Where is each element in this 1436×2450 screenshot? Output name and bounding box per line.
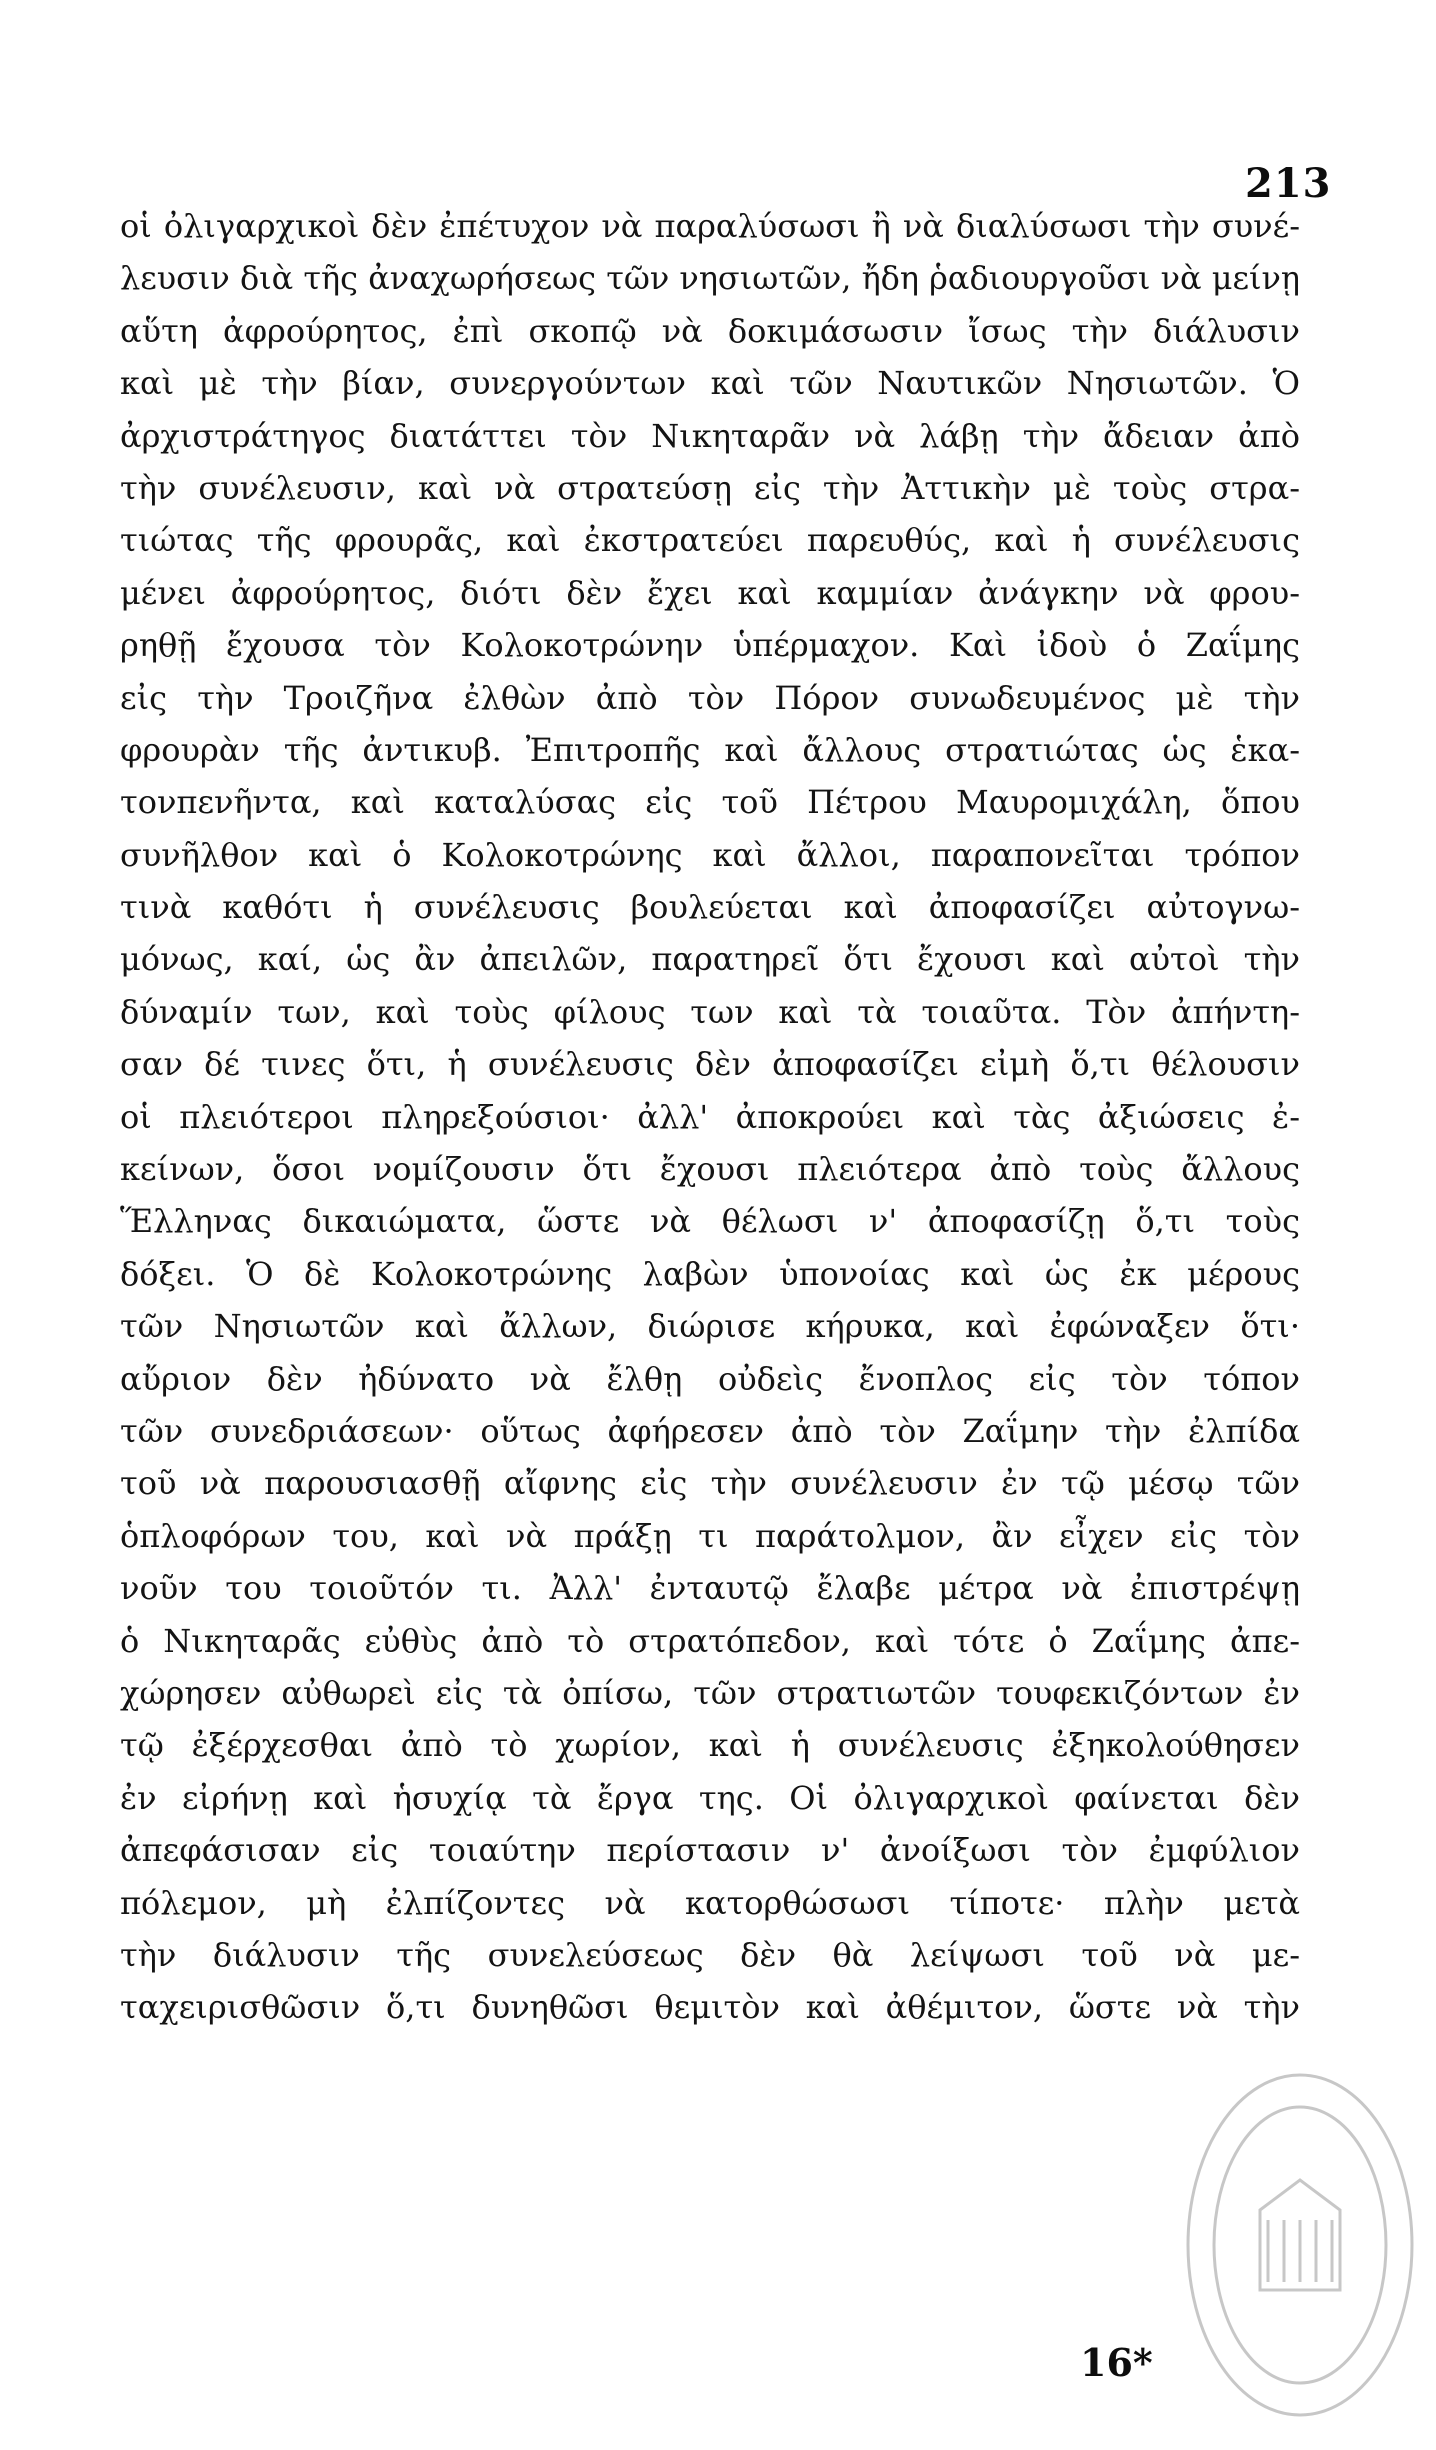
text-line: τονπενῆντα, καὶ καταλύσας εἰς τοῦ Πέτρου Μαυρομιχάλη, ὅπου: [120, 783, 1300, 822]
text-line: πόλεμον, μὴ ἐλπίζοντες νὰ κατορθώσωσι τίποτε· πλὴν μετὰ: [120, 1883, 1300, 1922]
text-line: τῶν Νησιωτῶν καὶ ἄλλων, διώρισε κήρυκα, καὶ ἐφώναξεν ὅτι·: [120, 1307, 1300, 1346]
text-line: χώρησεν αὐθωρεὶ εἰς τὰ ὀπίσω, τῶν στρατιωτῶν τουφεκιζόντων ἐν: [120, 1673, 1300, 1712]
text-line: τῷ ἐξέρχεσθαι ἀπὸ τὸ χωρίον, καὶ ἡ συνέλευσις ἐξηκολούθησεν: [120, 1726, 1300, 1765]
text-line: οἱ ὀλιγαρχικοὶ δὲν ἐπέτυχον νὰ παραλύσωσι ἢ νὰ διαλύσωσι τὴν συνέ-: [120, 207, 1300, 245]
text-line: ἐν εἰρήνῃ καὶ ἡσυχίᾳ τὰ ἔργα της. Οἱ ὀλιγαρχικοὶ φαίνεται δὲν: [120, 1778, 1300, 1817]
text-line: ταχειρισθῶσιν ὅ,τι δυνηθῶσι θεμιτὸν καὶ ἀθέμιτον, ὥστε νὰ τὴν: [120, 1988, 1300, 2027]
text-line: τὴν συνέλευσιν, καὶ νὰ στρατεύσῃ εἰς τὴν Ἀττικὴν μὲ τοὺς στρα-: [120, 468, 1300, 507]
text-line: νοῦν του τοιοῦτόν τι. Ἀλλ' ἐνταυτῷ ἔλαβε μέτρα νὰ ἐπιστρέψῃ: [120, 1569, 1300, 1608]
text-line: ἀρχιστράτηγος διατάττει τὸν Νικηταρᾶν νὰ λάβῃ τὴν ἄδειαν ἀπὸ: [120, 416, 1300, 455]
signature-mark: 16*: [1080, 2340, 1153, 2385]
text-line: εἰς τὴν Τροιζῆνα ἐλθὼν ἀπὸ τὸν Πόρον συνωδευμένος μὲ τὴν: [120, 678, 1300, 717]
text-line: κείνων, ὅσοι νομίζουσιν ὅτι ἔχουσι πλειότερα ἀπὸ τοὺς ἄλλους: [120, 1150, 1300, 1189]
text-line: τινὰ καθότι ἡ συνέλευσις βουλεύεται καὶ ἀποφασίζει αὐτογνω-: [120, 888, 1300, 927]
text-line: λευσιν διὰ τῆς ἀναχωρήσεως τῶν νησιωτῶν, ἤδη ῥαδιουργοῦσι νὰ μείνῃ: [120, 259, 1300, 298]
text-line: Ἕλληνας δικαιώματα, ὥστε νὰ θέλωσι ν' ἀποφασίζῃ ὅ,τι τοὺς: [120, 1202, 1300, 1241]
text-line: μόνως, καί, ὡς ἂν ἀπειλῶν, παρατηρεῖ ὅτι ἔχουσι καὶ αὐτοὶ τὴν: [120, 940, 1300, 979]
text-line: ὁ Νικηταρᾶς εὐθὺς ἀπὸ τὸ στρατόπεδον, καὶ τότε ὁ Ζαΐμης ἀπε-: [120, 1621, 1300, 1660]
text-line: συνῆλθον καὶ ὁ Κολοκοτρώνης καὶ ἄλλοι, παραπονεῖται τρόπον: [120, 835, 1300, 874]
text-line: ρηθῇ ἔχουσα τὸν Κολοκοτρώνην ὑπέρμαχον. Καὶ ἰδοὺ ὁ Ζαΐμης: [120, 626, 1300, 665]
text-line: δόξει. Ὁ δὲ Κολοκοτρώνης λαβὼν ὑπονοίας καὶ ὡς ἐκ μέρους: [120, 1254, 1300, 1293]
text-line: τοῦ νὰ παρουσιασθῇ αἴφνης εἰς τὴν συνέλευσιν ἐν τῷ μέσῳ τῶν: [120, 1464, 1300, 1503]
text-line: οἱ πλειότεροι πληρεξούσιοι· ἀλλ' ἀποκρούει καὶ τὰς ἀξιώσεις ἐ-: [120, 1097, 1300, 1136]
text-line: ἀπεφάσισαν εἰς τοιαύτην περίστασιν ν' ἀνοίξωσι τὸν ἐμφύλιον: [120, 1831, 1300, 1870]
text-line: τιώτας τῆς φρουρᾶς, καὶ ἐκστρατεύει παρευθύς, καὶ ἡ συνέλευσις: [120, 521, 1300, 560]
text-line: σαν δέ τινες ὅτι, ἡ συνέλευσις δὲν ἀποφασίζει εἰμὴ ὅ,τι θέλουσιν: [120, 1045, 1300, 1084]
text-line: αὕτη ἀφρούρητος, ἐπὶ σκοπῷ νὰ δοκιμάσωσιν ἴσως τὴν διάλυσιν: [120, 311, 1300, 350]
page-number: 213: [1245, 160, 1332, 207]
text-line: δύναμίν των, καὶ τοὺς φίλους των καὶ τὰ τοιαῦτα. Τὸν ἀπήντη-: [120, 992, 1300, 1031]
text-line: φρουρὰν τῆς ἀντικυβ. Ἐπιτροπῆς καὶ ἄλλους στρατιώτας ὡς ἑκα-: [120, 730, 1300, 769]
body-text: [120, 200, 1300, 2034]
text-line: αὔριον δὲν ἠδύνατο νὰ ἔλθῃ οὐδεὶς ἔνοπλος εἰς τὸν τόπον: [120, 1359, 1300, 1398]
text-line: μένει ἀφρούρητος, διότι δὲν ἔχει καὶ καμμίαν ἀνάγκην νὰ φρου-: [120, 573, 1300, 612]
library-stamp-icon: [1150, 2050, 1420, 2440]
text-line: ὁπλοφόρων του, καὶ νὰ πράξῃ τι παράτολμον, ἂν εἶχεν εἰς τὸν: [120, 1516, 1300, 1555]
text-line: τὴν διάλυσιν τῆς συνελεύσεως δὲν θὰ λείψωσι τοῦ νὰ με-: [120, 1935, 1300, 1974]
text-line: τῶν συνεδριάσεων· οὕτως ἀφήρεσεν ἀπὸ τὸν Ζαΐμην τὴν ἐλπίδα: [120, 1411, 1300, 1450]
text-line: καὶ μὲ τὴν βίαν, συνεργούντων καὶ τῶν Ναυτικῶν Νησιωτῶν. Ὁ: [120, 364, 1300, 403]
